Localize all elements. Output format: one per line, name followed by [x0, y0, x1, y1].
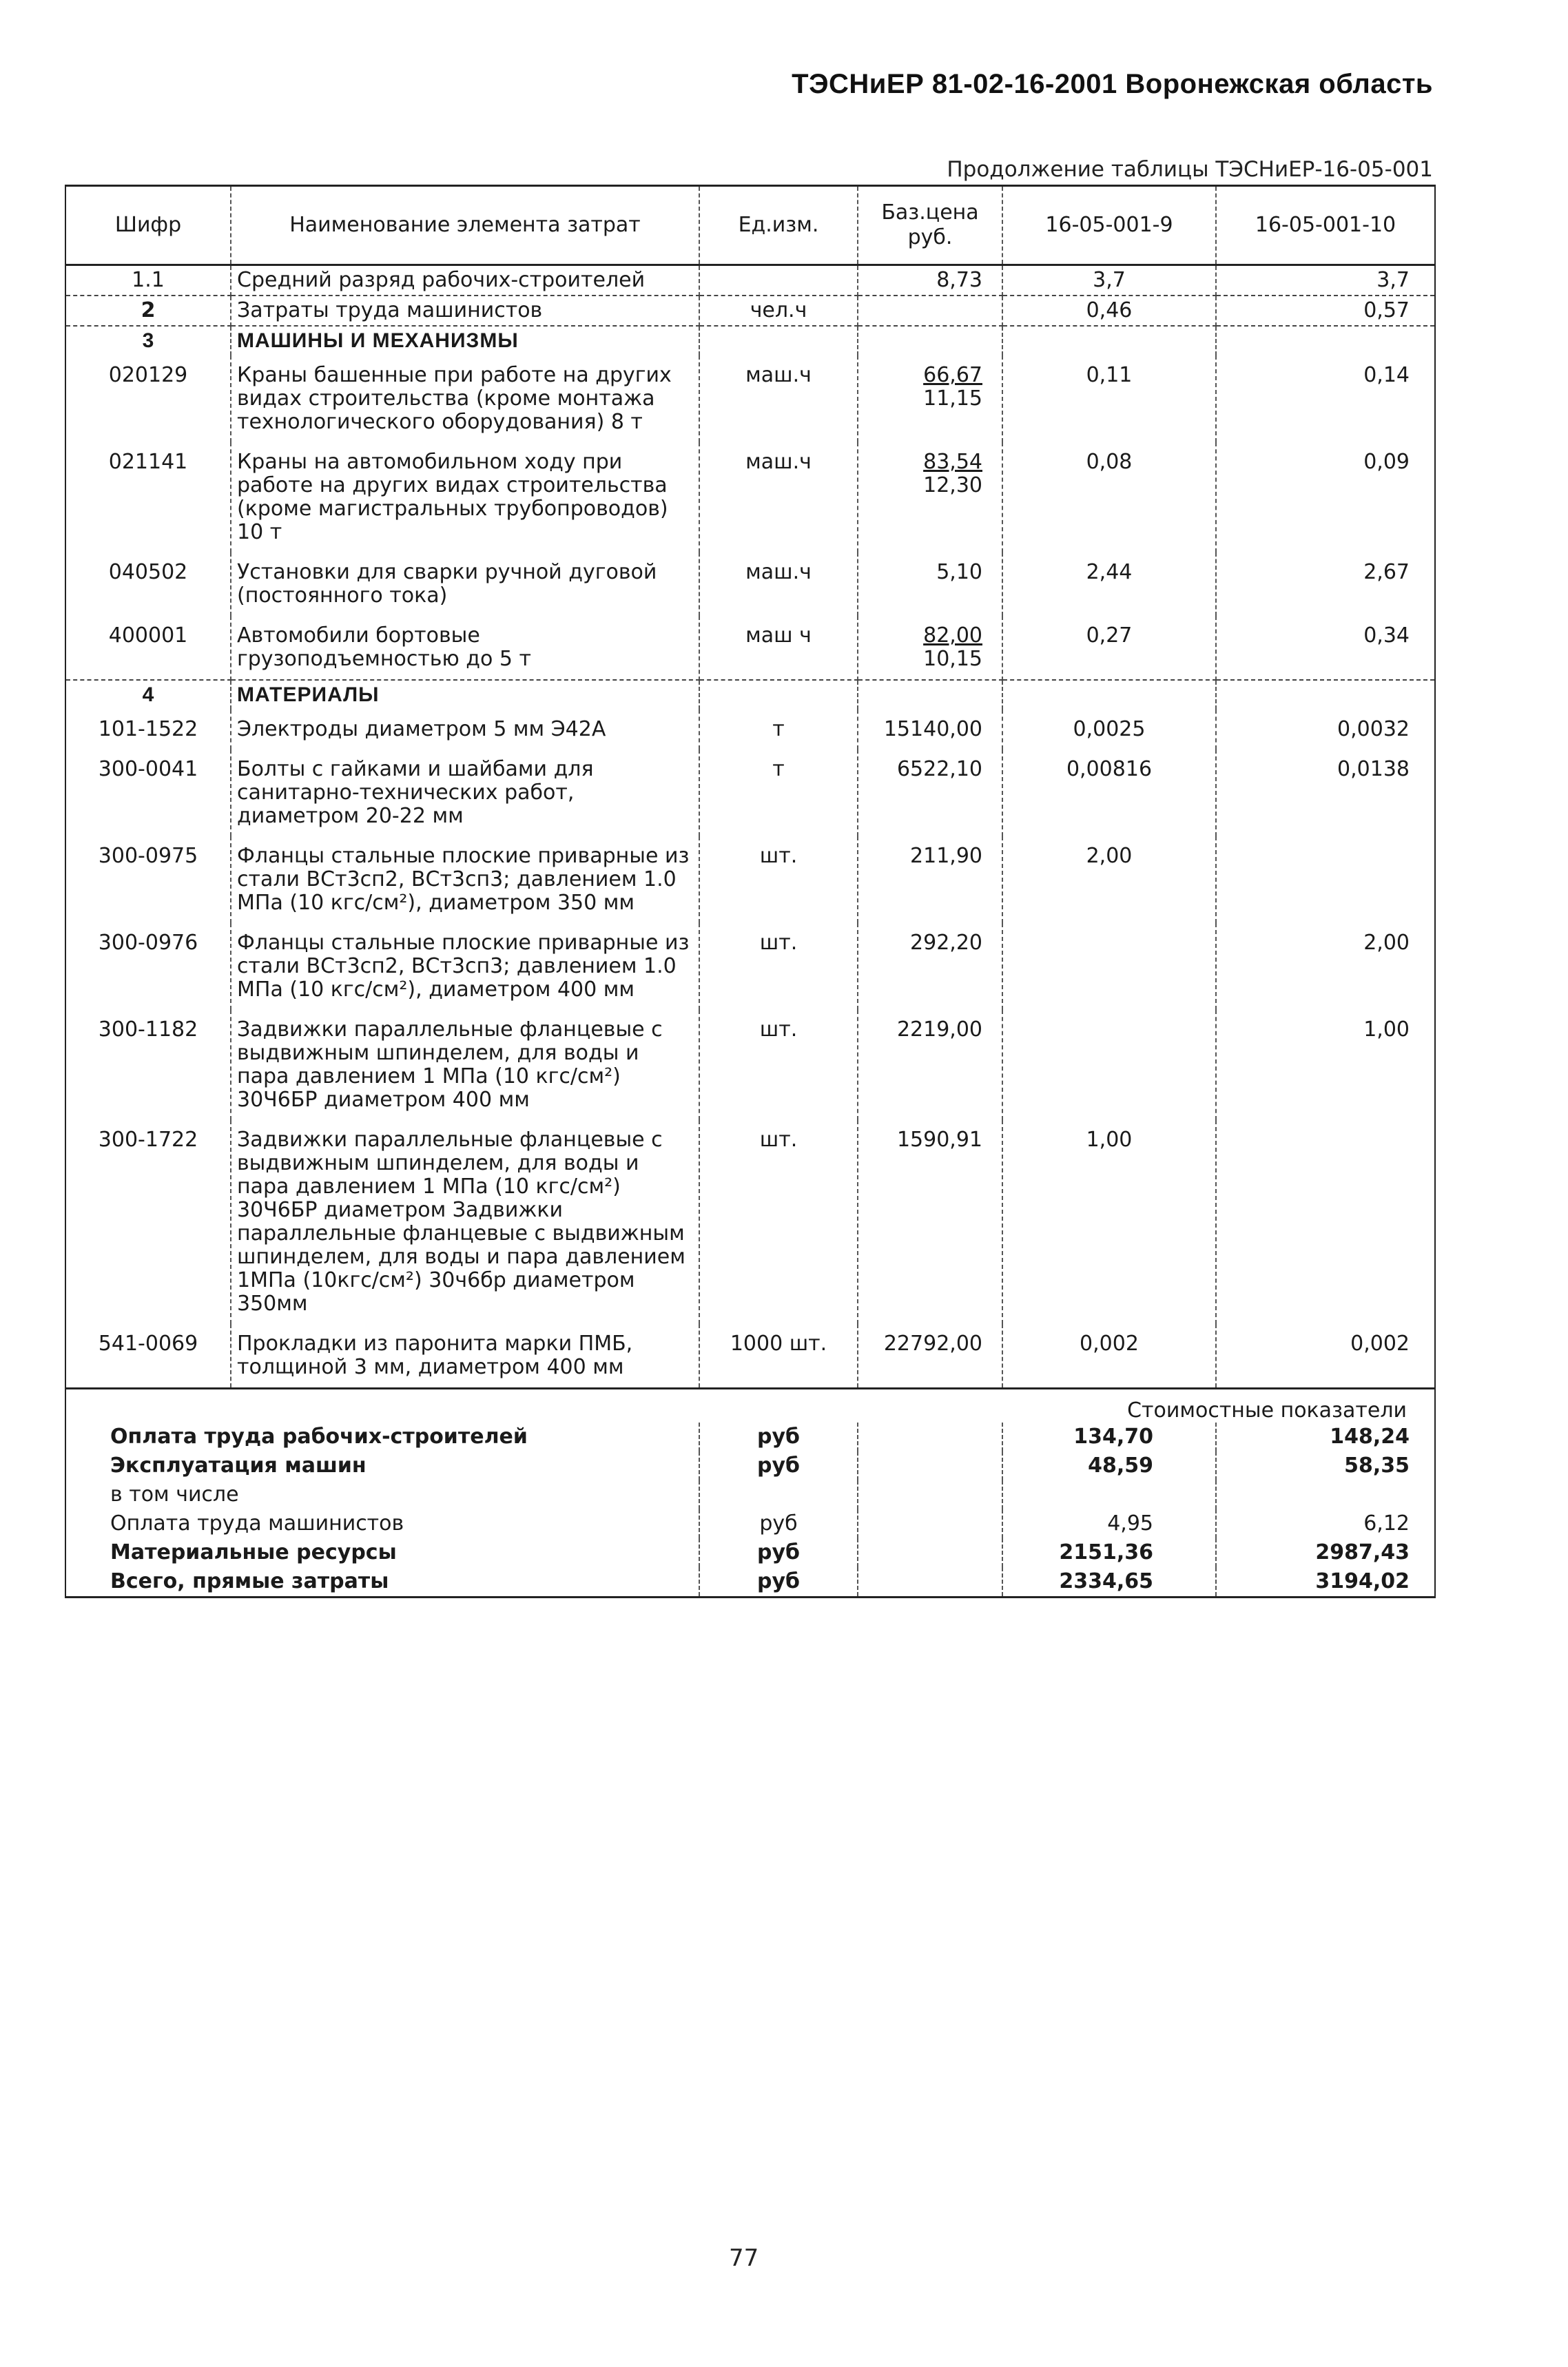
header-price: Баз.цена руб.: [858, 186, 1002, 265]
cost-value-1: 134,70: [1002, 1423, 1216, 1451]
cost-norms-table: [65, 185, 1436, 1598]
cost-value-2: 2987,43: [1216, 1538, 1435, 1567]
section-row: [65, 680, 1435, 710]
row-value-1: 0,27: [1002, 616, 1216, 680]
cost-value-2: 3194,02: [1216, 1567, 1435, 1598]
row-unit: чел.ч: [699, 296, 858, 326]
table-row: [65, 616, 1435, 680]
cost-label: Эксплуатация машин: [65, 1451, 699, 1480]
row-value-1: [1002, 1010, 1216, 1120]
header-unit: Ед.изм.: [699, 186, 858, 265]
cost-unit: [699, 1480, 858, 1509]
cost-unit: руб: [699, 1423, 858, 1451]
row-price: 5,10: [858, 552, 1002, 616]
row-value-1: 0,08: [1002, 442, 1216, 552]
header-name: Наименование элемента затрат: [231, 186, 699, 265]
table-row: [65, 1120, 1435, 1324]
row-unit: шт.: [699, 923, 858, 1010]
row-unit: маш.ч: [699, 442, 858, 552]
cost-label: Оплата труда рабочих-строителей: [65, 1423, 699, 1451]
cost-row: [65, 1423, 1435, 1451]
cost-value-1: 2334,65: [1002, 1567, 1216, 1598]
row-unit: т: [699, 750, 858, 836]
row-unit: маш.ч: [699, 355, 858, 442]
row-code: 400001: [65, 616, 231, 680]
row-unit: шт.: [699, 1120, 858, 1324]
row-name: Краны на автомобильном ходу при работе на других видах строительства (кроме магистральных трубопроводов) 10 т: [231, 442, 699, 552]
row-value-2: 0,14: [1216, 355, 1435, 442]
row-code: 040502: [65, 552, 231, 616]
cost-value-2: [1216, 1480, 1435, 1509]
header-code: Шифр: [65, 186, 231, 265]
cost-caption: Стоимостные показатели: [858, 1389, 1435, 1423]
row-unit: маш.ч: [699, 552, 858, 616]
section-title: МАШИНЫ И МЕХАНИЗМЫ: [231, 326, 699, 355]
row-value-1: 2,44: [1002, 552, 1216, 616]
row-value-2: 0,57: [1216, 296, 1435, 326]
row-price: 8,73: [858, 265, 1002, 296]
table-row: [65, 710, 1435, 750]
cost-value-1: [1002, 1480, 1216, 1509]
page-number: 77: [729, 2244, 759, 2272]
row-code: 300-1182: [65, 1010, 231, 1120]
row-code: 021141: [65, 442, 231, 552]
row-name: Фланцы стальные плоские приварные из стали ВСт3сп2, ВСт3сп3; давлением 1.0 МПа (10 кгс/см²), диаметром 400 мм: [231, 923, 699, 1010]
row-unit: 1000 шт.: [699, 1324, 858, 1389]
row-value-2: 0,0138: [1216, 750, 1435, 836]
table-header-row: [65, 186, 1435, 265]
table-row: [65, 552, 1435, 616]
row-value-1: [1002, 923, 1216, 1010]
cost-unit: руб: [699, 1567, 858, 1598]
row-price: 6522,10: [858, 750, 1002, 836]
row-name: Болты с гайками и шайбами для санитарно-технических работ, диаметром 20-22 мм: [231, 750, 699, 836]
header-col2: 16-05-001-10: [1216, 186, 1435, 265]
row-unit: т: [699, 710, 858, 750]
row-price: 292,20: [858, 923, 1002, 1010]
table-row: [65, 1324, 1435, 1389]
document-title: ТЭСНиЕР 81-02-16-2001 Воронежская область: [792, 69, 1433, 99]
row-price: 66,67: [923, 363, 982, 387]
table-row: [65, 750, 1435, 836]
row-name: Задвижки параллельные фланцевые с выдвижным шпинделем, для воды и пара давлением 1 МПа (10 кгс/см²) 30Ч6БР диаметром 400 мм: [231, 1010, 699, 1120]
row-unit: маш ч: [699, 616, 858, 680]
cost-row: [65, 1509, 1435, 1538]
row-code: 020129: [65, 355, 231, 442]
header-col1: 16-05-001-9: [1002, 186, 1216, 265]
cost-label: Всего, прямые затраты: [65, 1567, 699, 1598]
row-unit: шт.: [699, 836, 858, 923]
cost-caption-row: [65, 1389, 1435, 1423]
row-name: Фланцы стальные плоские приварные из стали ВСт3сп2, ВСт3сп3; давлением 1.0 МПа (10 кгс/см²), диаметром 350 мм: [231, 836, 699, 923]
row-value-1: 0,0025: [1002, 710, 1216, 750]
row-code: 300-1722: [65, 1120, 231, 1324]
cost-unit: руб: [699, 1538, 858, 1567]
row-price-secondary: 10,15: [923, 647, 982, 671]
row-value-2: 0,09: [1216, 442, 1435, 552]
row-code: 541-0069: [65, 1324, 231, 1389]
section-row: [65, 326, 1435, 355]
row-value-1: 0,00816: [1002, 750, 1216, 836]
row-price: 22792,00: [858, 1324, 1002, 1389]
row-name: Установки для сварки ручной дуговой (постоянного тока): [231, 552, 699, 616]
row-price: 15140,00: [858, 710, 1002, 750]
row-code: 2: [65, 296, 231, 326]
cost-row: [65, 1538, 1435, 1567]
row-name: Прокладки из паронита марки ПМБ, толщиной 3 мм, диаметром 400 мм: [231, 1324, 699, 1389]
cost-unit: руб: [699, 1509, 858, 1538]
table-row: [65, 355, 1435, 442]
row-value-2: 0,0032: [1216, 710, 1435, 750]
table-row: [65, 265, 1435, 296]
row-name: Затраты труда машинистов: [231, 296, 699, 326]
cost-value-2: 58,35: [1216, 1451, 1435, 1480]
row-name: Задвижки параллельные фланцевые с выдвижным шпинделем, для воды и пара давлением 1 МПа (10 кгс/см²) 30Ч6БР диаметром Задвижки параллельные фланцевые с выдвижным шпинделем, для воды и пара давлением 1МПа (10кгс/см²) 30ч6бр диаметром 350мм: [231, 1120, 699, 1324]
row-value-2: [1216, 836, 1435, 923]
row-value-2: 0,002: [1216, 1324, 1435, 1389]
row-value-1: 2,00: [1002, 836, 1216, 923]
row-value-2: 2,00: [1216, 923, 1435, 1010]
table-row: [65, 836, 1435, 923]
row-code: 101-1522: [65, 710, 231, 750]
row-price: 1590,91: [858, 1120, 1002, 1324]
table-row: [65, 296, 1435, 326]
row-price-secondary: 12,30: [923, 473, 982, 497]
row-code: 1.1: [65, 265, 231, 296]
row-code: 300-0041: [65, 750, 231, 836]
row-value-2: 2,67: [1216, 552, 1435, 616]
row-price: 82,00: [923, 623, 982, 648]
cost-unit: руб: [699, 1451, 858, 1480]
row-price: [858, 296, 1002, 326]
cost-value-2: 148,24: [1216, 1423, 1435, 1451]
cost-label: Материальные ресурсы: [65, 1538, 699, 1567]
cost-value-1: 4,95: [1002, 1509, 1216, 1538]
cost-value-2: 6,12: [1216, 1509, 1435, 1538]
row-name: Краны башенные при работе на других видах строительства (кроме монтажа технологического оборудования) 8 т: [231, 355, 699, 442]
row-code: 300-0976: [65, 923, 231, 1010]
row-value-1: 1,00: [1002, 1120, 1216, 1324]
section-code: 3: [65, 326, 231, 355]
row-unit: шт.: [699, 1010, 858, 1120]
cost-row: [65, 1451, 1435, 1480]
row-value-2: 3,7: [1216, 265, 1435, 296]
row-value-2: [1216, 1120, 1435, 1324]
table-row: [65, 923, 1435, 1010]
row-name: Средний разряд рабочих-строителей: [231, 265, 699, 296]
row-value-2: 1,00: [1216, 1010, 1435, 1120]
row-price: 2219,00: [858, 1010, 1002, 1120]
row-value-1: 0,002: [1002, 1324, 1216, 1389]
row-code: 300-0975: [65, 836, 231, 923]
row-name: Автомобили бортовые грузоподъемностью до 5 т: [231, 616, 699, 680]
cost-row: [65, 1567, 1435, 1598]
row-value-1: 0,46: [1002, 296, 1216, 326]
row-price: 83,54: [923, 450, 982, 474]
section-code: 4: [65, 680, 231, 710]
cost-value-1: 2151,36: [1002, 1538, 1216, 1567]
cost-row: [65, 1480, 1435, 1509]
row-unit: [699, 265, 858, 296]
table-row: [65, 442, 1435, 552]
row-value-1: 3,7: [1002, 265, 1216, 296]
table-continuation-note: Продолжение таблицы ТЭСНиЕР-16-05-001: [947, 157, 1433, 182]
row-name: Электроды диаметром 5 мм Э42А: [231, 710, 699, 750]
cost-label: в том числе: [65, 1480, 699, 1509]
cost-value-1: 48,59: [1002, 1451, 1216, 1480]
section-title: МАТЕРИАЛЫ: [231, 680, 699, 710]
row-price: 211,90: [858, 836, 1002, 923]
row-price-secondary: 11,15: [923, 386, 982, 411]
row-value-1: 0,11: [1002, 355, 1216, 442]
row-value-2: 0,34: [1216, 616, 1435, 680]
cost-label: Оплата труда машинистов: [65, 1509, 699, 1538]
table-row: [65, 1010, 1435, 1120]
